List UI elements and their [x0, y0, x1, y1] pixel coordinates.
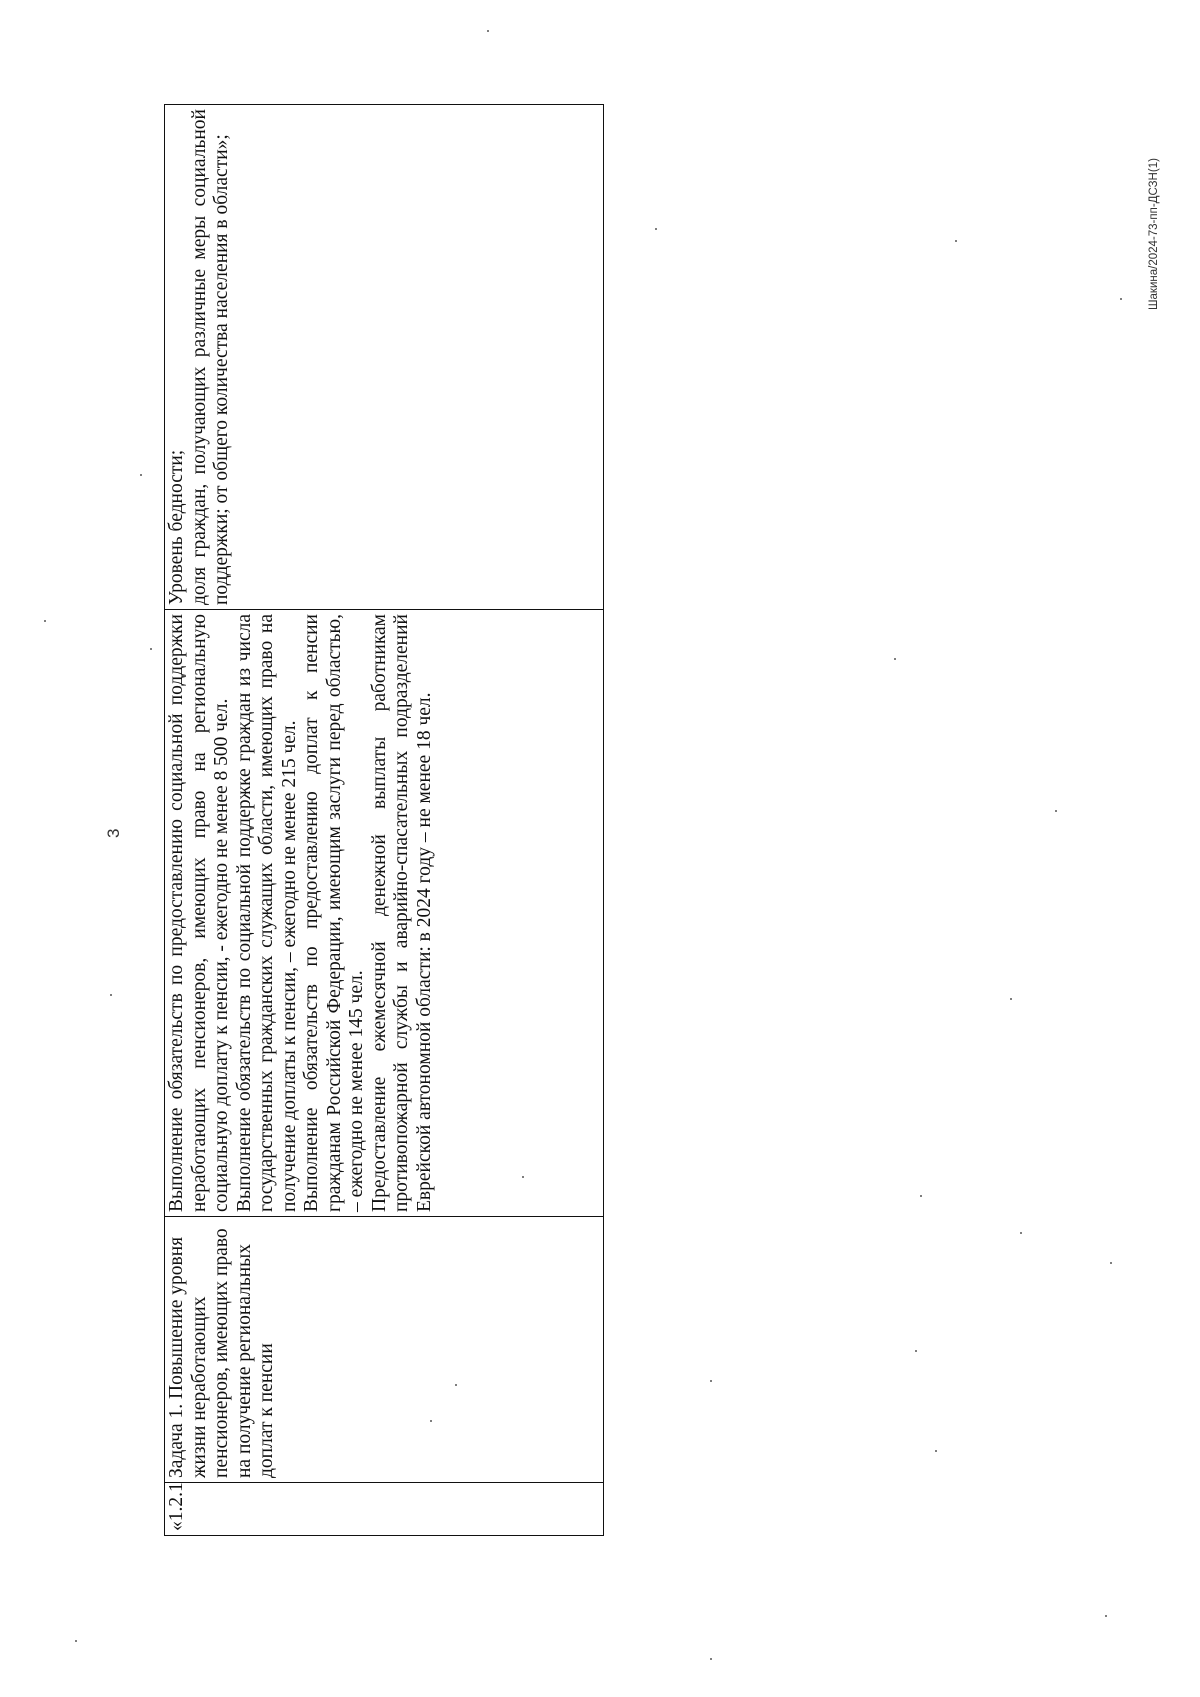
task-cell: Задача 1. Повышение уровня жизни неработающих пенсионеров, имеющих право на получение региональных доплат к пенсии — [165, 1217, 604, 1483]
scan-speck — [110, 994, 112, 996]
scan-speck — [1055, 810, 1057, 812]
scan-speck — [915, 1350, 917, 1352]
scan-speck — [487, 30, 489, 32]
scan-speck — [430, 1420, 432, 1422]
indicators-cell — [165, 105, 604, 610]
row-number: «1.2.1 — [165, 1483, 604, 1536]
program-table — [164, 104, 604, 1536]
scan-speck — [44, 620, 46, 622]
scan-speck — [140, 474, 142, 476]
indicator-item: доля граждан, получающих различные меры социальной поддержки; от общего количества населения в области»; — [188, 109, 232, 605]
results-cell — [165, 610, 604, 1217]
scan-speck — [920, 1195, 922, 1197]
scan-speck — [150, 648, 152, 650]
page-number: 3 — [104, 828, 123, 838]
scan-speck — [1010, 998, 1012, 1000]
document-code: Шакина/2024-73-пп-ДСЗН(1) — [1148, 158, 1160, 310]
indicator-item: Уровень бедности; — [166, 449, 187, 605]
scan-speck — [1105, 1615, 1107, 1617]
scan-speck — [455, 1384, 457, 1386]
scan-speck — [710, 1380, 712, 1382]
scan-speck — [655, 228, 657, 230]
table-row — [165, 105, 604, 1536]
result-item: Предоставление ежемесячной денежной выплаты работникам противопожарной службы и аварийно-спасательных подразделений Еврейской автономной области: в 2024 году – не менее 18 чел. — [368, 614, 435, 1212]
scan-speck — [75, 1640, 77, 1642]
scan-speck — [710, 1658, 712, 1660]
rotated-table-container — [164, 104, 604, 1536]
result-item: Выполнение обязательств по предоставлению доплат к пенсии гражданам Российской Федерации, имеющим заслуги перед областью, – ежегодно не менее 145 чел. — [301, 614, 367, 1212]
scan-speck — [894, 658, 896, 660]
result-item: Выполнение обязательств по предоставлению социальной поддержки неработающих пенсионеров, имеющих право на региональную социальную доплату к пенсии, - ежегодно не менее 8 500 чел. — [166, 614, 232, 1212]
scan-speck — [1110, 1262, 1112, 1264]
scan-speck — [1120, 298, 1122, 300]
scan-speck — [935, 1450, 937, 1452]
scan-speck — [1020, 1232, 1022, 1234]
scan-speck — [522, 1176, 524, 1178]
scan-speck — [955, 240, 957, 242]
result-item: Выполнение обязательств по социальной поддержке граждан из числа государственных гражданских служащих области, имеющих право на получение доплаты к пенсии, – ежегодно не менее 215 чел. — [233, 614, 300, 1212]
